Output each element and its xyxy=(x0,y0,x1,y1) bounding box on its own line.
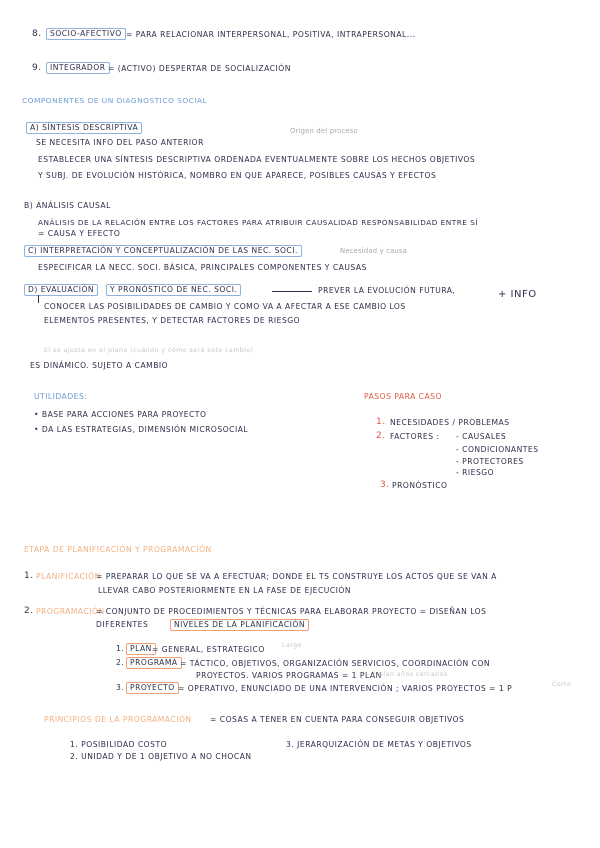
planning-stage-heading: ETAPA DE PLANIFICACIÓN Y PROGRAMACIÓN xyxy=(24,545,212,554)
level-2-term: PROGRAMA xyxy=(126,657,182,669)
stage-2-definition: = CONJUNTO DE PROCEDIMIENTOS Y TÉCNICAS PARA ELABORAR PROYECTO = DISEÑAN LOS xyxy=(96,607,487,616)
level-2-line-2: PROYECTOS. VARIOS PROGRAMAS = 1 PLAN xyxy=(196,671,382,680)
level-1-note: Largo xyxy=(282,642,302,649)
level-3-definition: = OPERATIVO, ENUNCIADO DE UNA INTERVENCIÓN ; VARIOS PROYECTOS = 1 P xyxy=(178,684,513,693)
section-b-label: B) ANÁLISIS CAUSAL xyxy=(24,201,111,210)
section-d-arrow-text: PREVER LA EVOLUCIÓN FUTURA, xyxy=(318,286,456,295)
section-a-note: Origen del proceso xyxy=(290,127,358,135)
principles-definition: = COSAS A TENER EN CUENTA PARA CONSEGUIR OBJETIVOS xyxy=(210,715,465,724)
stage-2-number: 2. xyxy=(24,606,34,616)
stage-1-definition: = PREPARAR LO QUE SE VA A EFECTUAR; DONDE EL TS CONSTRUYE LOS ACTOS QUE SE VAN A xyxy=(96,572,497,581)
level-2-number: 2. xyxy=(116,658,125,667)
steps-heading: PASOS PARA CASO xyxy=(364,392,442,401)
dynamic-note: ES DINÁMICO. SUJETO A CAMBIO xyxy=(30,361,169,370)
level-3-term: PROYECTO xyxy=(126,682,179,694)
section-c-label: C) INTERPRETACIÓN Y CONCEPTUALIZACIÓN DE LAS NEC. SOCI. xyxy=(24,245,302,257)
level-2-definition: = TÁCTICO, OBJETIVOS, ORGANIZACIÓN SERVICIOS, COORDINACIÓN CON xyxy=(180,659,491,668)
item-9-term: INTEGRADOR xyxy=(46,62,110,74)
step-3-number: 3. xyxy=(380,480,390,490)
step-2-text: FACTORES : xyxy=(390,432,440,441)
step-3-text: PRONÓSTICO xyxy=(392,481,448,490)
principle-2: 2. UNIDAD Y DE 1 OBJETIVO A NO CHOCAN xyxy=(70,752,252,761)
principle-1: 1. POSIBILIDAD COSTO xyxy=(70,740,168,749)
stage-2-term: PROGRAMACIÓN xyxy=(36,607,105,616)
factor-condicionante: - CONDICIONANTES xyxy=(456,445,539,454)
stage-1-line-2: LLEVAR CABO POSTERIORMENTE EN LA FASE DE EJECUCIÓN xyxy=(98,586,352,595)
principles-heading: PRINCIPIOS DE LA PROGRAMACIÓN xyxy=(44,715,192,724)
step-1-number: 1. xyxy=(376,417,386,427)
item-8-definition: = PARA RELACIONAR INTERPERSONAL, POSITIVA, INTRAPERSONAL... xyxy=(126,30,416,39)
utility-item-2: • DA LAS ESTRATEGIAS, DIMENSIÓN MICROSOCIAL xyxy=(34,425,249,434)
section-d-plus-info: + INFO xyxy=(498,289,537,300)
stage-1-term: PLANIFICACIÓN xyxy=(36,572,101,581)
section-d-label: D) EVALUACIÓN xyxy=(24,284,98,296)
level-1-term: PLAN xyxy=(126,643,156,655)
section-b-line-2: = CAUSA Y EFECTO xyxy=(38,229,121,238)
section-c-note: Necesidad y causa xyxy=(340,247,408,255)
principle-3: 3. JERARQUIZACIÓN DE METAS Y OBJETIVOS xyxy=(286,740,472,749)
section-b-line-1: ANÁLISIS DE LA RELACIÓN ENTRE LOS FACTORES PARA ATRIBUIR CAUSALIDAD RESPONSABILIDAD ENTRE SÍ xyxy=(38,218,478,227)
components-heading: COMPONENTES DE UN DIAGNOSTICO SOCIAL xyxy=(22,96,208,105)
section-a-label: A) SÍNTESIS DESCRIPTIVA xyxy=(26,122,142,134)
step-1-text: NECESIDADES / PROBLEMAS xyxy=(390,418,510,427)
factor-riesgo: - RIESGO xyxy=(456,468,495,477)
section-d-line-1: CONOCER LAS POSIBILIDADES DE CAMBIO Y COMO VA A AFECTAR A ESE CAMBIO LOS xyxy=(44,302,406,311)
section-a-line-1: SE NECESITA INFO DEL PASO ANTERIOR xyxy=(36,138,204,147)
section-c-line-1: ESPECIFICAR LA NECC. SOCI. BÁSICA, PRINCIPALES COMPONENTES Y CAUSAS xyxy=(38,263,367,272)
section-d-title: Y PRONÓSTICO DE NEC. SOCI. xyxy=(106,284,241,296)
factor-protector: - PROTECTORES xyxy=(456,457,524,466)
d-arrow-line xyxy=(272,291,312,292)
section-d-line-2: ELEMENTOS PRESENTES, Y DETECTAR FACTORES DE RIESGO xyxy=(44,316,301,325)
stage-1-number: 1. xyxy=(24,571,34,581)
section-a-line-2: ESTABLECER UNA SÍNTESIS DESCRIPTIVA ORDENADA EVENTUALMENTE SOBRE LOS HECHOS OBJETIVOS xyxy=(38,155,476,164)
level-1-definition: = GENERAL, ESTRATEGICO xyxy=(152,645,265,654)
item-9-number: 9. xyxy=(32,63,42,73)
d-down-arrow xyxy=(38,295,39,303)
stage-2-line-2a: DIFERENTES xyxy=(96,620,149,629)
section-a-line-3: Y SUBJ. DE EVOLUCIÓN HISTÓRICA, NOMBRO EN QUE APARECE, POSIBLES CAUSAS Y EFECTOS xyxy=(38,171,437,180)
section-d-faint-note: El se ajusta en el plano (cuándo y cómo será este cambio) xyxy=(44,347,254,354)
utility-item-1: • BASE PARA ACCIONES PARA PROYECTO xyxy=(34,410,207,419)
utilities-heading: UTILIDADES: xyxy=(34,392,88,401)
level-3-note: Corto xyxy=(552,681,572,688)
item-8-number: 8. xyxy=(32,29,42,39)
factor-causal: - CAUSALES xyxy=(456,432,507,441)
item-9-definition: = (ACTIVO) DESPERTAR DE SOCIALIZACIÓN xyxy=(108,64,291,73)
item-8-term: SOCIO-AFECTIVO xyxy=(46,28,126,40)
step-2-number: 2. xyxy=(376,431,386,441)
level-1-number: 1. xyxy=(116,644,125,653)
planning-levels-box: NIVELES DE LA PLANIFICACIÓN xyxy=(170,619,309,631)
level-3-number: 3. xyxy=(116,683,125,692)
level-2-note: 1 plan años cercanos xyxy=(372,671,448,678)
